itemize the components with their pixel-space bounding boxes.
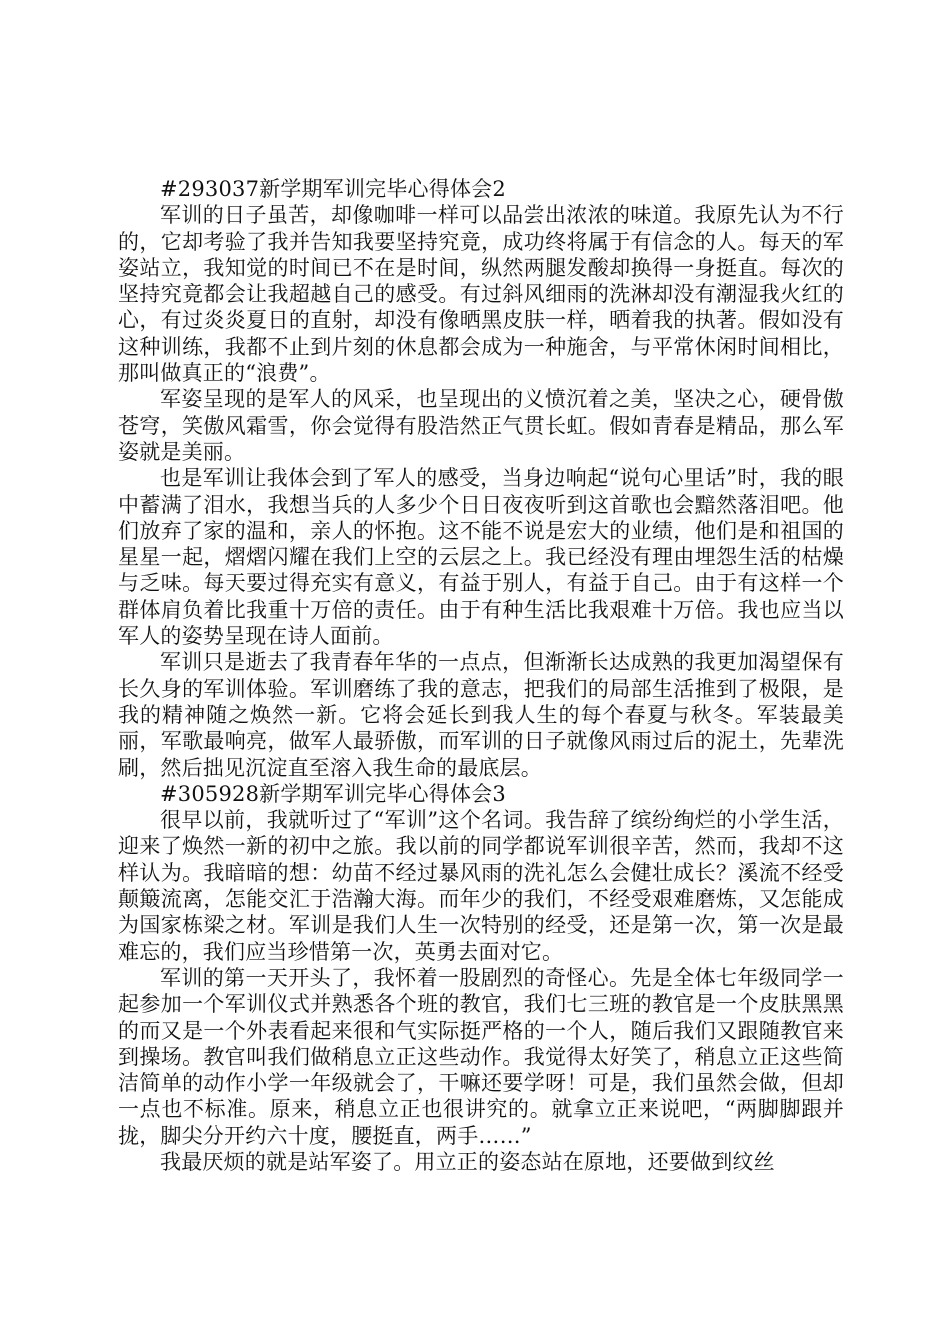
paragraph: 军姿呈现的是军人的风采，也呈现出的义愤沉着之美，坚决之心，硬骨傲苍穹，笑傲风霜雪，你会觉得有股浩然正气贯长虹。假如青春是精品，那么军姿就是美丽。 — [118, 387, 844, 464]
paragraph: 军训的第一天开头了，我怀着一股剧烈的奇怪心。先是全体七年级同学一起参加一个军训仪式并熟悉各个班的教官，我们七三班的教官是一个皮肤黑黑的而又是一个外表看起来很和气实际挺严格的一个人，随后我们又跟随教官来到操场。教官叫我们做稍息立正这些动作。我觉得太好笑了，稍息立正这些简洁简单的动作小学一年级就会了，干嘛还要学呀！可是，我们虽然会做，但却一点也不标准。原来，稍息立正也很讲究的。就拿立正来说吧，“两脚脚跟并拢，脚尖分开约六十度，腰挺直，两手……” — [118, 965, 844, 1148]
paragraph: 我最厌烦的就是站军姿了。用立正的姿态站在原地，还要做到纹丝 — [160, 1149, 775, 1174]
paragraph: 也是军训让我体会到了军人的感受，当身边响起“说句心里话”时，我的眼中蓄满了泪水，我想当兵的人多少个日日夜夜听到这首歌也会黯然落泪吧。他们放弃了家的温和，亲人的怀抱。这不能不说是宏大的业绩，他们是和祖国的星星一起，熠熠闪耀在我们上空的云层之上。我已经没有理由埋怨生活的枯燥与乏味。每天要过得充实有意义，有益于别人，有益于自己。由于有这样一个群体肩负着比我重十万倍的责任。由于有种生活比我艰难十万倍。我也应当以军人的姿势呈现在诗人面前。 — [118, 466, 844, 649]
section-heading-2: #293037新学期军训完毕心得体会2 — [160, 177, 506, 201]
document-body — [118, 176, 844, 1175]
paragraph: 军训的日子虽苦，却像咖啡一样可以品尝出浓浓的味道。我原先认为不行的，它却考验了我并告知我要坚持究竟，成功终将属于有信念的人。每天的军姿站立，我知觉的时间已不在是时间，纵然两腿发酸却换得一身挺直。每次的坚持究竟都会让我超越自己的感受。有过斜风细雨的洗淋却没有潮湿我火红的心，有过炎炎夏日的直射，却没有像晒黑皮肤一样，晒着我的执著。假如没有这种训练，我都不止到片刻的休息都会成为一种施舍，与平常休闲时间相比，那叫做真正的“浪费”。 — [118, 203, 844, 386]
paragraph: 很早以前，我就听过了“军训”这个名词。我告辞了缤纷绚烂的小学生活，迎来了焕然一新的初中之旅。我以前的同学都说军训很辛苦，然而，我却不这样认为。我暗暗的想：幼苗不经过暴风雨的洗礼怎么会健壮成长？溪流不经受颠簸流离，怎能交汇于浩瀚大海。而年少的我们，不经受艰难磨炼，又怎能成为国家栋梁之材。军训是我们人生一次特别的经受，还是第一次，第一次是最难忘的，我们应当珍惜第一次，英勇去面对它。 — [118, 808, 844, 964]
section-heading-3: #305928新学期军训完毕心得体会3 — [160, 781, 506, 806]
paragraph: 军训只是逝去了我青春年华的一点点，但渐渐长达成熟的我更加渴望保有长久身的军训体验。军训磨练了我的意志，把我们的局部生活推到了极限，是我的精神随之焕然一新。它将会延长到我人生的每个春夏与秋冬。军装最美丽，军歌最响亮，做军人最骄傲，而军训的日子就像风雨过后的泥土，先辈洗刷，然后拙见沉淀直至溶入我生命的最底层。 — [118, 650, 844, 780]
